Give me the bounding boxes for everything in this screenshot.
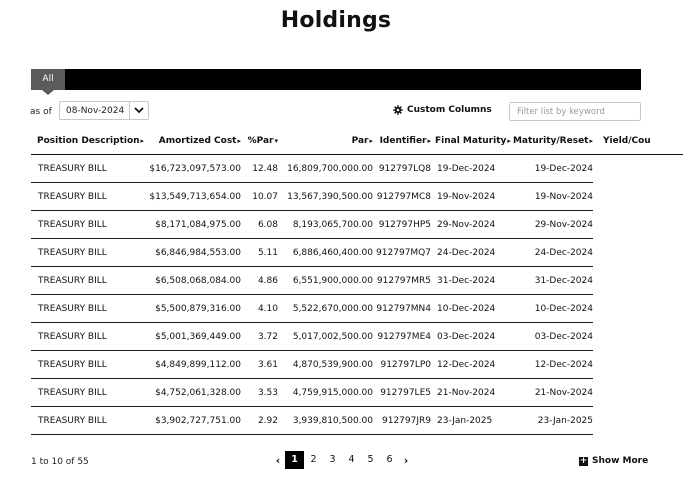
- table-row: [31, 267, 683, 295]
- column-header-final-maturity[interactable]: Final Maturity▸: [431, 128, 511, 155]
- date-dropdown-toggle[interactable]: [129, 102, 148, 119]
- cell-final-maturity: 31-Dec-2024: [431, 267, 511, 295]
- cell-yield: [593, 155, 683, 183]
- cell-amortized-cost: $6,846,984,553.00: [147, 239, 241, 267]
- column-header-yield-coupon[interactable]: Yield/Cou: [593, 128, 683, 155]
- cell-par: 4,759,915,000.00: [278, 379, 373, 407]
- cell-percent-par: 3.61: [241, 351, 278, 379]
- cell-maturity-reset: 24-Dec-2024: [511, 239, 593, 267]
- page-title: Holdings: [280, 8, 392, 33]
- table-row: [31, 323, 683, 351]
- cell-amortized-cost: $4,752,061,328.00: [147, 379, 241, 407]
- cell-description: TREASURY BILL: [31, 155, 147, 183]
- cell-yield: [593, 323, 683, 351]
- cell-par: 16,809,700,000.00: [278, 155, 373, 183]
- cell-description: TREASURY BILL: [31, 379, 147, 407]
- cell-par: 6,886,460,400.00: [278, 239, 373, 267]
- page-4-button[interactable]: 4: [348, 454, 355, 465]
- cell-description: TREASURY BILL: [31, 267, 147, 295]
- cell-identifier: 912797LP0: [373, 351, 431, 379]
- filter-input[interactable]: [509, 102, 641, 121]
- tab-pointer: [42, 90, 54, 95]
- table-row: [31, 155, 683, 183]
- cell-par: 13,567,390,500.00: [278, 183, 373, 211]
- tab-bar: [31, 69, 641, 90]
- as-of-label: as of: [30, 107, 52, 117]
- cell-percent-par: 6.08: [241, 211, 278, 239]
- cell-identifier: 912797MC8: [373, 183, 431, 211]
- cell-par: 5,522,670,000.00: [278, 295, 373, 323]
- cell-par: 4,870,539,900.00: [278, 351, 373, 379]
- cell-percent-par: 3.72: [241, 323, 278, 351]
- cell-yield: [593, 211, 683, 239]
- cell-final-maturity: 21-Nov-2024: [431, 379, 511, 407]
- cell-amortized-cost: $5,001,369,449.00: [147, 323, 241, 351]
- as-of-date-select[interactable]: [59, 101, 149, 120]
- cell-identifier: 912797MN4: [373, 295, 431, 323]
- table-row: [31, 211, 683, 239]
- column-header-amortized-cost[interactable]: Amortized Cost▸: [147, 128, 241, 155]
- cell-maturity-reset: 21-Nov-2024: [511, 379, 593, 407]
- cell-final-maturity: 03-Dec-2024: [431, 323, 511, 351]
- cell-yield: [593, 295, 683, 323]
- cell-yield: [593, 183, 683, 211]
- pagination: [271, 451, 413, 469]
- cell-final-maturity: 23-Jan-2025: [431, 407, 511, 435]
- cell-identifier: 912797LQ8: [373, 155, 431, 183]
- cell-amortized-cost: $3,902,727,751.00: [147, 407, 241, 435]
- cell-yield: [593, 407, 683, 435]
- plus-icon: +: [579, 455, 588, 466]
- gear-icon: [393, 105, 403, 115]
- cell-description: TREASURY BILL: [31, 295, 147, 323]
- cell-description: TREASURY BILL: [31, 323, 147, 351]
- next-page-button[interactable]: ›: [403, 453, 409, 467]
- cell-maturity-reset: 19-Nov-2024: [511, 183, 593, 211]
- cell-identifier: 912797LE5: [373, 379, 431, 407]
- cell-yield: [593, 239, 683, 267]
- page-3-button[interactable]: 3: [329, 454, 336, 465]
- chevron-down-icon: [134, 107, 144, 114]
- as-of-date-value: 08-Nov-2024: [66, 106, 125, 116]
- cell-final-maturity: 24-Dec-2024: [431, 239, 511, 267]
- column-header-position-description[interactable]: Position Description▸: [31, 128, 147, 155]
- cell-yield: [593, 351, 683, 379]
- cell-identifier: 912797ME4: [373, 323, 431, 351]
- table-row: [31, 295, 683, 323]
- cell-yield: [593, 267, 683, 295]
- tab-all[interactable]: All: [31, 69, 65, 90]
- column-header-maturity-reset[interactable]: Maturity/Reset▸: [511, 128, 593, 155]
- show-more-label: Show More: [592, 456, 649, 466]
- cell-amortized-cost: $5,500,879,316.00: [147, 295, 241, 323]
- table-row: [31, 407, 683, 435]
- show-more-button[interactable]: [579, 456, 648, 466]
- cell-identifier: 912797JR9: [373, 407, 431, 435]
- cell-final-maturity: 19-Dec-2024: [431, 155, 511, 183]
- table-row: [31, 379, 683, 407]
- cell-description: TREASURY BILL: [31, 211, 147, 239]
- cell-identifier: 912797MR5: [373, 267, 431, 295]
- column-header-identifier[interactable]: Identifier▸: [373, 128, 431, 155]
- cell-description: TREASURY BILL: [31, 183, 147, 211]
- prev-page-button[interactable]: ‹: [275, 453, 281, 467]
- table-header-row: [31, 128, 683, 155]
- cell-amortized-cost: $8,171,084,975.00: [147, 211, 241, 239]
- column-header-par[interactable]: Par▸: [278, 128, 373, 155]
- cell-maturity-reset: 10-Dec-2024: [511, 295, 593, 323]
- cell-maturity-reset: 12-Dec-2024: [511, 351, 593, 379]
- record-count: 1 to 10 of 55: [31, 457, 89, 467]
- cell-percent-par: 2.92: [241, 407, 278, 435]
- cell-final-maturity: 19-Nov-2024: [431, 183, 511, 211]
- page-2-button[interactable]: 2: [310, 454, 317, 465]
- cell-maturity-reset: 19-Dec-2024: [511, 155, 593, 183]
- column-header-percent-par[interactable]: %Par▾: [241, 128, 278, 155]
- holdings-table: [31, 128, 651, 433]
- cell-maturity-reset: 29-Nov-2024: [511, 211, 593, 239]
- cell-amortized-cost: $16,723,097,573.00: [147, 155, 241, 183]
- cell-identifier: 912797HP5: [373, 211, 431, 239]
- cell-amortized-cost: $13,549,713,654.00: [147, 183, 241, 211]
- cell-percent-par: 10.07: [241, 183, 278, 211]
- table-row: [31, 351, 683, 379]
- cell-amortized-cost: $6,508,068,084.00: [147, 267, 241, 295]
- cell-percent-par: 4.86: [241, 267, 278, 295]
- cell-description: TREASURY BILL: [31, 351, 147, 379]
- cell-par: 8,193,065,700.00: [278, 211, 373, 239]
- page-1-button[interactable]: 1: [285, 451, 304, 469]
- cell-par: 5,017,002,500.00: [278, 323, 373, 351]
- cell-par: 6,551,900,000.00: [278, 267, 373, 295]
- cell-maturity-reset: 03-Dec-2024: [511, 323, 593, 351]
- cell-percent-par: 12.48: [241, 155, 278, 183]
- cell-amortized-cost: $4,849,899,112.00: [147, 351, 241, 379]
- cell-percent-par: 4.10: [241, 295, 278, 323]
- cell-yield: [593, 379, 683, 407]
- cell-par: 3,939,810,500.00: [278, 407, 373, 435]
- table-row: [31, 239, 683, 267]
- page-5-button[interactable]: 5: [367, 454, 374, 465]
- custom-columns-label: Custom Columns: [407, 105, 492, 115]
- cell-final-maturity: 10-Dec-2024: [431, 295, 511, 323]
- cell-percent-par: 5.11: [241, 239, 278, 267]
- cell-identifier: 912797MQ7: [373, 239, 431, 267]
- custom-columns-button[interactable]: [393, 105, 492, 115]
- cell-percent-par: 3.53: [241, 379, 278, 407]
- cell-description: TREASURY BILL: [31, 407, 147, 435]
- cell-final-maturity: 29-Nov-2024: [431, 211, 511, 239]
- cell-description: TREASURY BILL: [31, 239, 147, 267]
- cell-maturity-reset: 23-Jan-2025: [511, 407, 593, 435]
- page-6-button[interactable]: 6: [386, 454, 393, 465]
- table-row: [31, 183, 683, 211]
- cell-maturity-reset: 31-Dec-2024: [511, 267, 593, 295]
- cell-final-maturity: 12-Dec-2024: [431, 351, 511, 379]
